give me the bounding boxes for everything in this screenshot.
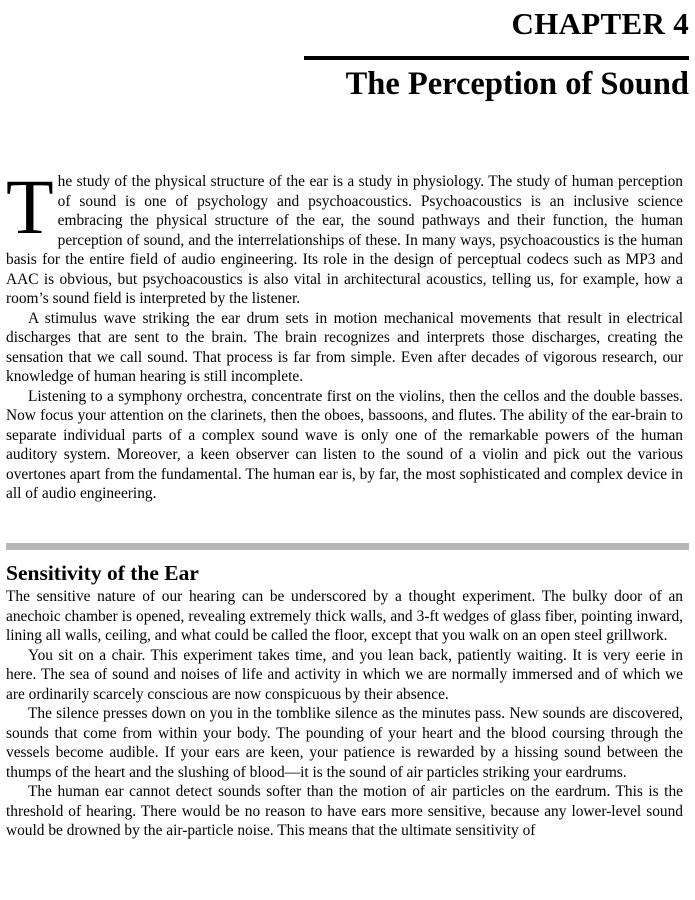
- section-paragraph-2: You sit on a chair. This experiment takes time, and you lean back, patiently waiting. It is very eerie in here. The sea of sound and noises of life and activity in which we are normally immersed and of which we are ordinarily scarcely conscious are now conspicuous by their absence.: [6, 646, 683, 703]
- drop-cap: T: [6, 163, 54, 250]
- section-paragraph-1: The sensitive nature of our hearing can be underscored by a thought experiment. The bulky door of an anechoic chamber is opened, revealing extremely thick walls, and 3-ft wedges of glass fiber, pointing inward, lining all walls, ceiling, and what could be called the floor, except that you walk on an open steel grillwork.: [6, 588, 683, 644]
- chapter-title: The Perception of Sound: [345, 66, 689, 102]
- intro-paragraph-1: [6, 163, 683, 309]
- section-heading: Sensitivity of the Ear: [6, 561, 199, 585]
- section-rule: [6, 543, 689, 550]
- section-text: [6, 587, 683, 841]
- intro-paragraph-2: A stimulus wave striking the ear drum sets in motion mechanical movements that result in electrical discharges that are sent to the brain. The brain recognizes and interprets those discharges, creating the sensation that we call sound. That process is far from simple. Even after decades of vigorous research, our knowledge of human hearing is still incomplete.: [6, 309, 683, 385]
- chapter-label: CHAPTER 4: [511, 6, 689, 41]
- intro-paragraph-3: Listening to a symphony orchestra, concentrate first on the violins, then the cellos and the double basses. Now focus your attention on the clarinets, then the oboes, bassoons, and flutes. The ability of the ear-brain to separate individual parts of a complex sound wave is only one of the remarkable powers of the human auditory system. Moreover, a keen observer can listen to the sound of a violin and pick out the various overtones apart from the fundamental. The human ear is, by far, the most sophisticated and complex device in all of audio engineering.: [6, 387, 683, 502]
- section-paragraph-4: The human ear cannot detect sounds softer than the motion of air particles on the eardrum. This is the threshold of hearing. There would be no reason to have ears more sensitive, because any lower-level sound would be drowned by the air-particle noise. This means that the ultimate sensitivity of: [6, 783, 683, 839]
- section-paragraph-3: The silence presses down on you in the tomblike silence as the minutes pass. New sounds are discovered, sounds that come from within your body. The pounding of your heart and the blood coursing through the vessels become audible. If your ears are keen, your patience is rewarded by a hissing sound between the thumps of the heart and the slushing of blood—it is the sound of air particles striking your eardrums.: [6, 705, 683, 781]
- chapter-rule: [304, 56, 689, 60]
- intro-text: [6, 163, 683, 504]
- intro-paragraph-1-text: he study of the physical structure of the ear is a study in physiology. The study of human perception of sound is one of psychology and psychoacoustics. Psychoacoustics is an inclusive science embracing the physical structure of the ear, the sound pathways and their function, the human perception of sound, and the interrelationships of these. In many ways, psychoacoustics is the human basis for the entire field of audio engineering. Its role in the design of perceptual codecs such as MP3 and AAC is obvious, but psychoacoustics is also vital in architectural acoustics, telling us, for example, how a room’s sound field is interpreted by the listener.: [6, 173, 683, 307]
